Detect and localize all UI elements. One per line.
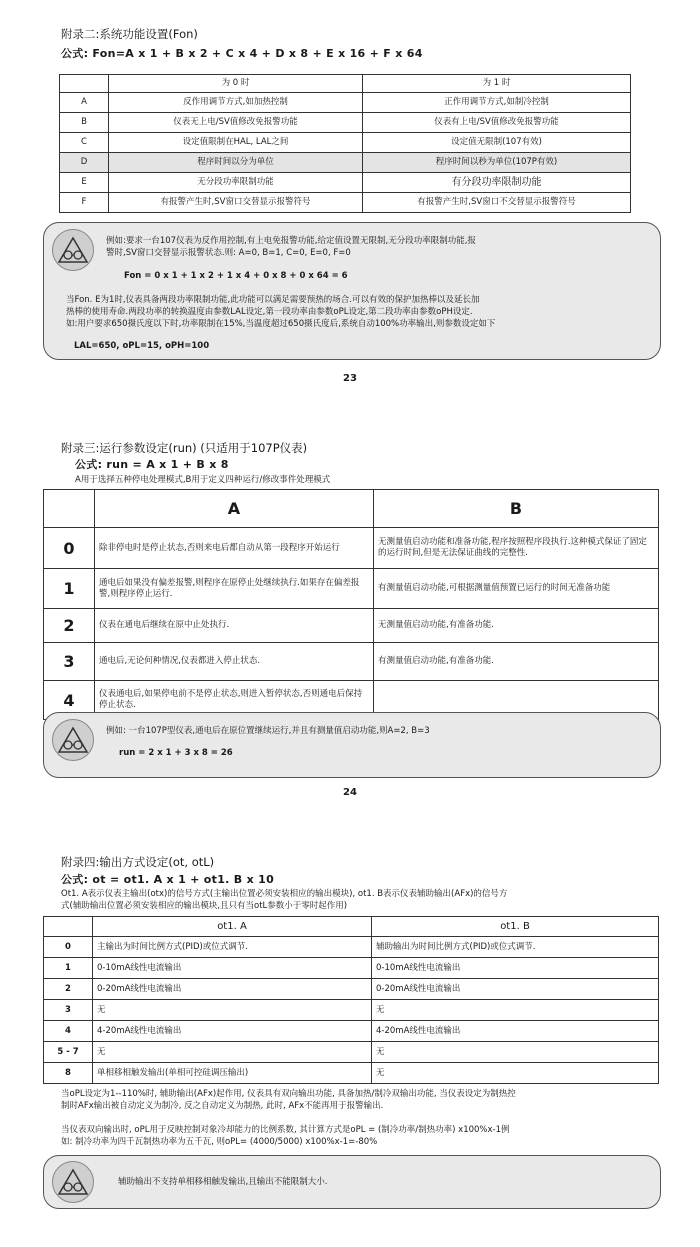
row-a: 通电后,无论何种情况,仪表都进入停止状态. [95,643,374,681]
row-v1: 有报警产生时,SV窗口不交替显示报警符号 [363,193,631,213]
note-formula: run = 2 x 1 + 3 x 8 = 26 [119,748,233,758]
note-line: 当Fon. E为1时,仪表具备两段功率限制功能,此功能可以满足需要预热的场合.可以有效的保护加热棒以及延长加 [66,295,480,305]
row-key: 4 [44,681,95,720]
table-row [60,173,631,193]
example-note-box [43,222,661,360]
table-row [44,958,659,979]
row-key: A [60,93,109,113]
glasses-note-icon [52,719,94,761]
row-key: 1 [44,569,95,609]
row-a: 0-20mA线性电流输出 [93,979,372,1000]
row-key: 3 [44,1000,93,1021]
row-a: 单相移相触发输出(单相可控硅调压输出) [93,1063,372,1084]
glasses-note-icon [52,229,94,271]
sec4-title: 附录四:输出方式设定(ot, otL) [61,855,215,869]
fon-table [59,74,631,213]
table-row [60,133,631,153]
sec3-formula: 公式: run = A x 1 + B x 8 [75,458,229,471]
sec3-title: 附录三:运行参数设定(run) (只适用于107P仪表) [61,441,308,455]
row-b: 有测量值启动功能,有准备功能. [374,643,659,681]
table-row [44,609,659,643]
row-v1: 正作用调节方式,如制冷控制 [363,93,631,113]
table-row [60,93,631,113]
note-line: 热棒的使用寿命.两段功率的转换温度由参数LAL设定,第一段功率由参数oPL设定,第二段功率由参数oPH设定. [66,307,473,317]
sec4-para: 如: 制冷功率为四千瓦制热功率为五千瓦, 则oPL= (4000/5000) x100%x-1=-80% [61,1137,378,1147]
row-a: 4-20mA线性电流输出 [93,1021,372,1042]
row-v1: 程序时间以秒为单位(107P有效) [363,153,631,173]
note-params: LAL=650, oPL=15, oPH=100 [74,341,210,351]
table-row [60,193,631,213]
note-line: 如:用户要求650摄氏度以下时,功率限制在15%,当温度超过650摄氏度后,系统自动100%功率输出,则参数设定如下 [66,319,496,329]
row-v0: 设定值限制在HAL, LAL之间 [109,133,363,153]
row-v1: 仪表有上电/SV值修改免报警功能 [363,113,631,133]
row-key: E [60,173,109,193]
row-a: 除非停电时是停止状态,否则来电后都自动从第一段程序开始运行 [95,528,374,569]
table-row [60,153,631,173]
example-note-box [43,712,661,778]
row-key: 8 [44,1063,93,1084]
row-key: 0 [44,528,95,569]
note-line: 例如:要求一台107仪表为反作用控制,有上电免报警功能,给定值设置无限制,无分段功率限制功能,报 [106,236,476,246]
note-line: 警时,SV窗口交替显示报警状态.则: A=0, B=1, C=0, E=0, F=0 [106,248,351,258]
sec4-para: 当oPL设定为1--110%时, 辅助输出(AFx)起作用, 仪表具有双向输出功能, 具备加热/制冷双输出功能, 当仪表设定为制热控 [61,1089,516,1099]
row-v0: 程序时间以分为单位 [109,153,363,173]
table-row [44,937,659,958]
row-v0: 无分段功率限制功能 [109,173,363,193]
row-b: 4-20mA线性电流输出 [372,1021,659,1042]
table-row [44,569,659,609]
sec2-formula: 公式: Fon=A x 1 + B x 2 + C x 4 + D x 8 + E x 16 + F x 64 [61,47,423,60]
sec3-desc: A用于选择五种停电处理模式,B用于定义四种运行/修改事件处理模式 [75,475,331,485]
table-row [44,643,659,681]
note-formula: Fon = 0 x 1 + 1 x 2 + 1 x 4 + 0 x 8 + 0 x 64 = 6 [124,271,348,281]
row-v1: 有分段功率限制功能 [363,173,631,193]
row-b: 辅助输出为时间比例方式(PID)或位式调节. [372,937,659,958]
row-key: 5 - 7 [44,1042,93,1063]
row-b: 无测量值启动功能,有准备功能. [374,609,659,643]
row-key: 0 [44,937,93,958]
ot-header-b: ot1. B [372,917,659,937]
row-key: 2 [44,979,93,1000]
table-row [44,979,659,1000]
fon-header-0: 为 0 时 [109,75,363,93]
row-a: 无 [93,1042,372,1063]
sec4-desc: Ot1. A表示仪表主输出(otx)的信号方式(主输出位置必须安装相应的输出模块), ot1. B表示仪表辅助输出(AFx)的信号方 [61,889,508,899]
row-b: 无 [372,1000,659,1021]
sec4-desc: 式(辅助输出位置必须安装相应的输出模块,且只有当otL参数小于零时起作用) [61,901,348,911]
sec4-para: 制时AFx输出被自动定义为制冷, 反之自动定义为制热, 此时, AFx不能再用于报警输出. [61,1101,384,1111]
page-number: 24 [343,787,357,798]
row-a: 主输出为时间比例方式(PID)或位式调节. [93,937,372,958]
row-a: 0-10mA线性电流输出 [93,958,372,979]
row-v1: 设定值无限制(107有效) [363,133,631,153]
row-key: B [60,113,109,133]
page-number: 23 [343,373,357,384]
sec4-para: 当仪表双向输出时, oPL用于反映控制对象冷却能力的比例系数, 其计算方式是oPL = (制冷功率/制热功率) x100%x-1例 [61,1125,510,1135]
fon-header-1: 为 1 时 [363,75,631,93]
run-header-b: B [374,490,659,528]
table-row [44,1021,659,1042]
row-b: 无 [372,1042,659,1063]
row-b: 无 [372,1063,659,1084]
table-row [44,1063,659,1084]
row-v0: 反作用调节方式,如加热控制 [109,93,363,113]
sec2-title: 附录二:系统功能设置(Fon) [61,27,198,41]
table-row [44,1000,659,1021]
note-line: 辅助输出不支持单相移相触发输出,且输出不能限制大小. [118,1177,328,1187]
ot-table [43,916,659,1084]
ot-header-a: ot1. A [93,917,372,937]
row-b: 无测量值启动功能和准备功能,程序按照程序段执行.这种模式保证了固定的运行时间,但是无法保证曲线的完整性. [374,528,659,569]
sec4-formula: 公式: ot = ot1. A x 1 + ot1. B x 10 [61,873,275,886]
row-b: 有测量值启动功能,可根据测量值预置已运行的时间无准备功能 [374,569,659,609]
row-key: 1 [44,958,93,979]
row-a: 无 [93,1000,372,1021]
row-key: 4 [44,1021,93,1042]
glasses-note-icon [52,1161,94,1203]
table-row [44,528,659,569]
row-key: 2 [44,609,95,643]
row-v0: 有报警产生时,SV窗口交替显示报警符号 [109,193,363,213]
run-table [43,489,659,720]
row-key: 3 [44,643,95,681]
table-row [44,1042,659,1063]
note-line: 例如: 一台107P型仪表,通电后在原位置继续运行,并且有测量值启动功能,则A=2, B=3 [106,726,430,736]
run-header-a: A [95,490,374,528]
row-key: F [60,193,109,213]
row-key: D [60,153,109,173]
example-note-box [43,1155,661,1209]
row-v0: 仪表无上电/SV值修改免报警功能 [109,113,363,133]
table-row [60,113,631,133]
row-b: 0-20mA线性电流输出 [372,979,659,1000]
row-a: 仪表通电后,如果停电前不是停止状态,则进入暂停状态,否则通电后保持停止状态. [95,681,374,720]
row-b: 0-10mA线性电流输出 [372,958,659,979]
row-a: 通电后如果没有偏差报警,则程序在原停止处继续执行.如果存在偏差报警,则程序停止运行. [95,569,374,609]
row-a: 仪表在通电后继续在原中止处执行. [95,609,374,643]
row-key: C [60,133,109,153]
